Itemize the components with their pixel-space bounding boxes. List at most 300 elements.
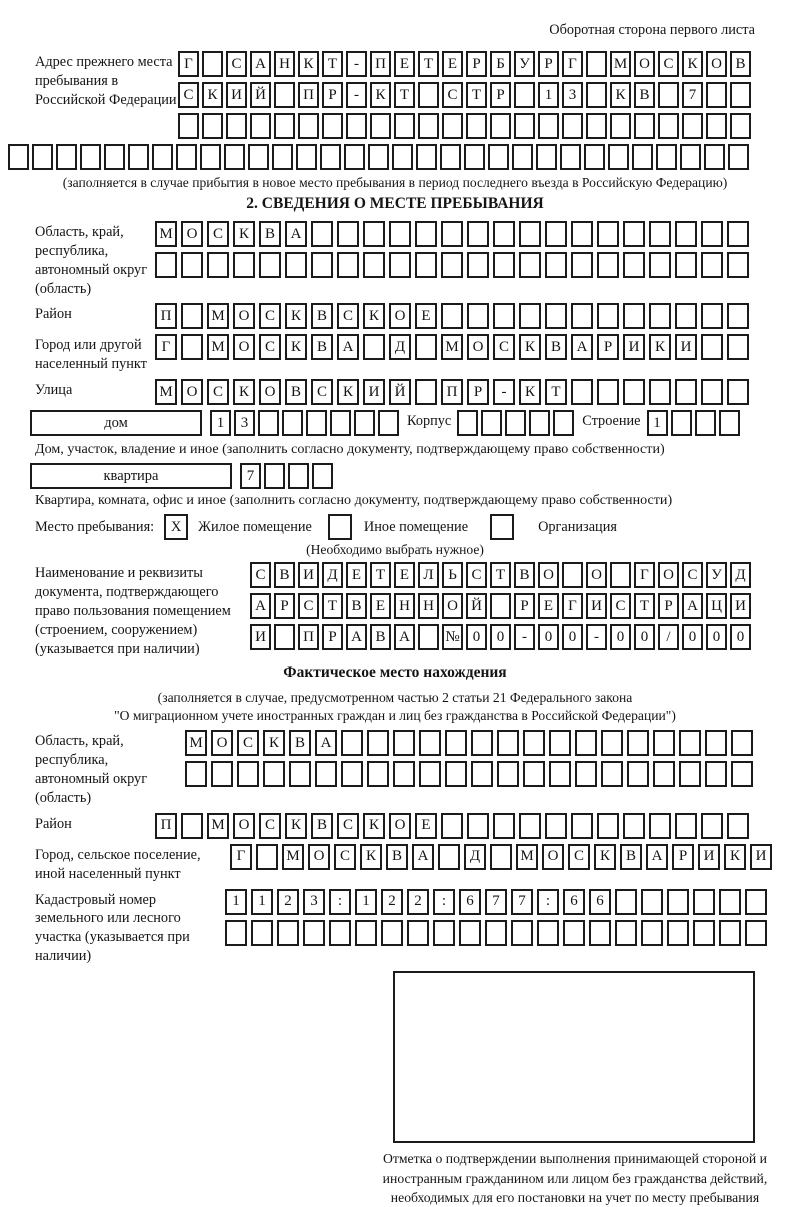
char-cell[interactable]: С xyxy=(337,813,359,839)
char-cell[interactable]: В xyxy=(289,730,311,756)
char-cell[interactable]: Д xyxy=(389,334,411,360)
char-cell[interactable] xyxy=(623,813,645,839)
char-cell[interactable]: 3 xyxy=(562,82,583,108)
char-cell[interactable] xyxy=(653,730,675,756)
char-cell[interactable] xyxy=(675,221,697,247)
char-cell[interactable] xyxy=(471,730,493,756)
char-cell[interactable]: М xyxy=(185,730,207,756)
char-cell[interactable] xyxy=(679,730,701,756)
char-cell[interactable]: О xyxy=(634,51,655,77)
char-cell[interactable]: А xyxy=(250,593,271,619)
char-cell[interactable]: Р xyxy=(538,51,559,77)
char-cell[interactable] xyxy=(250,113,271,139)
char-cell[interactable] xyxy=(457,410,478,436)
char-cell[interactable] xyxy=(597,221,619,247)
char-cell[interactable] xyxy=(367,730,389,756)
char-cell[interactable]: 0 xyxy=(466,624,487,650)
char-cell[interactable]: У xyxy=(706,562,727,588)
char-cell[interactable]: - xyxy=(493,379,515,405)
char-cell[interactable]: Н xyxy=(418,593,439,619)
char-cell[interactable]: О xyxy=(586,562,607,588)
char-cell[interactable] xyxy=(634,113,655,139)
char-cell[interactable] xyxy=(394,113,415,139)
char-cell[interactable] xyxy=(251,920,273,946)
char-cell[interactable]: Й xyxy=(250,82,271,108)
char-cell[interactable]: К xyxy=(649,334,671,360)
char-cell[interactable] xyxy=(727,252,749,278)
char-cell[interactable]: Т xyxy=(545,379,567,405)
char-cell[interactable] xyxy=(727,221,749,247)
char-cell[interactable]: : xyxy=(329,889,351,915)
char-cell[interactable] xyxy=(263,761,285,787)
char-cell[interactable] xyxy=(623,221,645,247)
char-cell[interactable] xyxy=(445,761,467,787)
char-cell[interactable] xyxy=(575,730,597,756)
char-cell[interactable]: И xyxy=(623,334,645,360)
char-cell[interactable]: О xyxy=(389,813,411,839)
char-cell[interactable] xyxy=(258,410,279,436)
char-cell[interactable] xyxy=(675,813,697,839)
char-cell[interactable]: И xyxy=(363,379,385,405)
char-cell[interactable] xyxy=(389,221,411,247)
char-cell[interactable] xyxy=(597,379,619,405)
char-cell[interactable] xyxy=(560,144,581,170)
char-cell[interactable] xyxy=(181,303,203,329)
char-cell[interactable] xyxy=(415,334,437,360)
char-cell[interactable] xyxy=(415,252,437,278)
char-cell[interactable] xyxy=(296,144,317,170)
char-cell[interactable] xyxy=(433,920,455,946)
char-cell[interactable]: Р xyxy=(274,593,295,619)
char-cell[interactable]: В xyxy=(730,51,751,77)
char-cell[interactable] xyxy=(615,920,637,946)
char-cell[interactable]: 0 xyxy=(490,624,511,650)
char-cell[interactable] xyxy=(523,730,545,756)
char-cell[interactable] xyxy=(597,303,619,329)
char-cell[interactable] xyxy=(440,144,461,170)
char-cell[interactable] xyxy=(731,761,753,787)
char-cell[interactable] xyxy=(207,252,229,278)
char-cell[interactable] xyxy=(442,113,463,139)
char-cell[interactable] xyxy=(418,82,439,108)
char-cell[interactable]: Т xyxy=(394,82,415,108)
char-cell[interactable] xyxy=(224,144,245,170)
char-cell[interactable] xyxy=(490,593,511,619)
char-cell[interactable]: Д xyxy=(322,562,343,588)
char-cell[interactable]: И xyxy=(698,844,720,870)
char-cell[interactable]: К xyxy=(263,730,285,756)
char-cell[interactable] xyxy=(719,889,741,915)
char-cell[interactable]: О xyxy=(706,51,727,77)
char-cell[interactable] xyxy=(392,144,413,170)
char-cell[interactable] xyxy=(337,252,359,278)
char-cell[interactable]: 7 xyxy=(240,463,261,489)
char-cell[interactable] xyxy=(545,813,567,839)
char-cell[interactable]: - xyxy=(514,624,535,650)
char-cell[interactable] xyxy=(233,252,255,278)
char-cell[interactable] xyxy=(671,410,692,436)
char-cell[interactable]: С xyxy=(207,379,229,405)
char-cell[interactable] xyxy=(601,761,623,787)
char-cell[interactable] xyxy=(285,252,307,278)
char-cell[interactable]: К xyxy=(233,379,255,405)
char-cell[interactable] xyxy=(363,221,385,247)
char-cell[interactable]: И xyxy=(226,82,247,108)
char-cell[interactable] xyxy=(586,82,607,108)
char-cell[interactable] xyxy=(419,761,441,787)
char-cell[interactable]: О xyxy=(259,379,281,405)
char-cell[interactable] xyxy=(571,813,593,839)
char-cell[interactable]: А xyxy=(412,844,434,870)
char-cell[interactable]: У xyxy=(514,51,535,77)
char-cell[interactable] xyxy=(728,144,749,170)
char-cell[interactable]: 1 xyxy=(538,82,559,108)
char-cell[interactable]: 2 xyxy=(277,889,299,915)
char-cell[interactable]: А xyxy=(646,844,668,870)
char-cell[interactable]: В xyxy=(620,844,642,870)
char-cell[interactable] xyxy=(727,334,749,360)
char-cell[interactable]: О xyxy=(542,844,564,870)
char-cell[interactable] xyxy=(467,813,489,839)
char-cell[interactable]: Т xyxy=(466,82,487,108)
char-cell[interactable] xyxy=(727,379,749,405)
char-cell[interactable] xyxy=(589,920,611,946)
char-cell[interactable]: : xyxy=(537,889,559,915)
char-cell[interactable] xyxy=(329,920,351,946)
char-cell[interactable] xyxy=(312,463,333,489)
char-cell[interactable]: Р xyxy=(514,593,535,619)
char-cell[interactable]: - xyxy=(346,82,367,108)
char-cell[interactable] xyxy=(274,624,295,650)
kvartira-box[interactable]: квартира xyxy=(30,463,232,489)
char-cell[interactable] xyxy=(277,920,299,946)
char-cell[interactable] xyxy=(512,144,533,170)
char-cell[interactable] xyxy=(705,761,727,787)
char-cell[interactable]: В xyxy=(311,334,333,360)
char-cell[interactable] xyxy=(226,113,247,139)
char-cell[interactable] xyxy=(202,113,223,139)
char-cell[interactable]: С xyxy=(466,562,487,588)
char-cell[interactable] xyxy=(693,920,715,946)
char-cell[interactable]: - xyxy=(346,51,367,77)
char-cell[interactable] xyxy=(274,82,295,108)
char-cell[interactable]: К xyxy=(360,844,382,870)
char-cell[interactable]: С xyxy=(658,51,679,77)
char-cell[interactable]: В xyxy=(386,844,408,870)
char-cell[interactable] xyxy=(658,113,679,139)
char-cell[interactable]: П xyxy=(298,82,319,108)
char-cell[interactable]: Н xyxy=(274,51,295,77)
char-cell[interactable]: К xyxy=(610,82,631,108)
char-cell[interactable] xyxy=(745,889,767,915)
char-cell[interactable]: И xyxy=(675,334,697,360)
char-cell[interactable] xyxy=(418,113,439,139)
char-cell[interactable] xyxy=(701,379,723,405)
char-cell[interactable]: Е xyxy=(394,562,415,588)
char-cell[interactable]: В xyxy=(346,593,367,619)
char-cell[interactable] xyxy=(441,252,463,278)
char-cell[interactable] xyxy=(181,334,203,360)
char-cell[interactable]: Е xyxy=(415,813,437,839)
char-cell[interactable] xyxy=(104,144,125,170)
char-cell[interactable]: О xyxy=(538,562,559,588)
char-cell[interactable]: К xyxy=(202,82,223,108)
char-cell[interactable]: 3 xyxy=(234,410,255,436)
char-cell[interactable]: 6 xyxy=(459,889,481,915)
char-cell[interactable] xyxy=(727,303,749,329)
char-cell[interactable]: С xyxy=(337,303,359,329)
char-cell[interactable]: С xyxy=(493,334,515,360)
char-cell[interactable] xyxy=(303,920,325,946)
char-cell[interactable] xyxy=(529,410,550,436)
char-cell[interactable] xyxy=(514,113,535,139)
char-cell[interactable]: 0 xyxy=(562,624,583,650)
char-cell[interactable] xyxy=(608,144,629,170)
char-cell[interactable] xyxy=(610,113,631,139)
char-cell[interactable] xyxy=(181,252,203,278)
char-cell[interactable] xyxy=(597,813,619,839)
char-cell[interactable] xyxy=(514,82,535,108)
char-cell[interactable] xyxy=(490,844,512,870)
char-cell[interactable]: С xyxy=(442,82,463,108)
char-cell[interactable] xyxy=(536,144,557,170)
char-cell[interactable]: В xyxy=(259,221,281,247)
char-cell[interactable]: С xyxy=(259,303,281,329)
char-cell[interactable]: К xyxy=(594,844,616,870)
char-cell[interactable]: А xyxy=(571,334,593,360)
char-cell[interactable] xyxy=(695,410,716,436)
char-cell[interactable] xyxy=(680,144,701,170)
char-cell[interactable] xyxy=(701,252,723,278)
char-cell[interactable] xyxy=(185,761,207,787)
char-cell[interactable]: К xyxy=(233,221,255,247)
char-cell[interactable]: О xyxy=(181,379,203,405)
char-cell[interactable] xyxy=(519,813,541,839)
char-cell[interactable]: В xyxy=(285,379,307,405)
char-cell[interactable] xyxy=(341,761,363,787)
char-cell[interactable] xyxy=(745,920,767,946)
char-cell[interactable] xyxy=(658,82,679,108)
checkbox-zhiloe-pomeshchenie[interactable]: X xyxy=(164,514,188,540)
char-cell[interactable]: К xyxy=(298,51,319,77)
char-cell[interactable]: К xyxy=(724,844,746,870)
char-cell[interactable] xyxy=(656,144,677,170)
char-cell[interactable] xyxy=(679,761,701,787)
char-cell[interactable]: А xyxy=(682,593,703,619)
char-cell[interactable] xyxy=(719,410,740,436)
char-cell[interactable] xyxy=(701,303,723,329)
char-cell[interactable] xyxy=(176,144,197,170)
char-cell[interactable] xyxy=(537,920,559,946)
char-cell[interactable] xyxy=(493,303,515,329)
char-cell[interactable] xyxy=(370,113,391,139)
char-cell[interactable]: С xyxy=(207,221,229,247)
char-cell[interactable]: С xyxy=(259,813,281,839)
char-cell[interactable] xyxy=(523,761,545,787)
char-cell[interactable] xyxy=(627,761,649,787)
char-cell[interactable]: Р xyxy=(322,624,343,650)
char-cell[interactable] xyxy=(237,761,259,787)
char-cell[interactable]: Л xyxy=(418,562,439,588)
char-cell[interactable] xyxy=(719,920,741,946)
char-cell[interactable] xyxy=(562,562,583,588)
char-cell[interactable]: Р xyxy=(658,593,679,619)
char-cell[interactable]: 0 xyxy=(538,624,559,650)
char-cell[interactable]: М xyxy=(282,844,304,870)
char-cell[interactable] xyxy=(441,813,463,839)
char-cell[interactable]: 0 xyxy=(730,624,751,650)
char-cell[interactable]: Т xyxy=(322,593,343,619)
char-cell[interactable]: О xyxy=(233,334,255,360)
char-cell[interactable] xyxy=(368,144,389,170)
dom-box[interactable]: дом xyxy=(30,410,202,436)
char-cell[interactable]: А xyxy=(285,221,307,247)
char-cell[interactable]: В xyxy=(370,624,391,650)
char-cell[interactable] xyxy=(311,252,333,278)
char-cell[interactable]: 0 xyxy=(610,624,631,650)
char-cell[interactable]: О xyxy=(658,562,679,588)
char-cell[interactable]: 3 xyxy=(303,889,325,915)
char-cell[interactable]: 0 xyxy=(706,624,727,650)
char-cell[interactable] xyxy=(615,889,637,915)
char-cell[interactable] xyxy=(511,920,533,946)
char-cell[interactable] xyxy=(675,379,697,405)
char-cell[interactable] xyxy=(211,761,233,787)
char-cell[interactable]: 1 xyxy=(251,889,273,915)
char-cell[interactable] xyxy=(563,920,585,946)
char-cell[interactable] xyxy=(419,730,441,756)
char-cell[interactable] xyxy=(649,813,671,839)
char-cell[interactable] xyxy=(337,221,359,247)
char-cell[interactable] xyxy=(259,252,281,278)
char-cell[interactable]: Р xyxy=(672,844,694,870)
char-cell[interactable]: Т xyxy=(490,562,511,588)
char-cell[interactable] xyxy=(641,920,663,946)
char-cell[interactable]: 6 xyxy=(563,889,585,915)
char-cell[interactable] xyxy=(152,144,173,170)
char-cell[interactable] xyxy=(493,221,515,247)
char-cell[interactable] xyxy=(344,144,365,170)
char-cell[interactable] xyxy=(632,144,653,170)
char-cell[interactable] xyxy=(519,221,541,247)
char-cell[interactable]: П xyxy=(441,379,463,405)
char-cell[interactable]: Р xyxy=(490,82,511,108)
char-cell[interactable] xyxy=(306,410,327,436)
char-cell[interactable]: И xyxy=(298,562,319,588)
char-cell[interactable]: М xyxy=(610,51,631,77)
char-cell[interactable] xyxy=(282,410,303,436)
char-cell[interactable]: С xyxy=(311,379,333,405)
char-cell[interactable]: В xyxy=(311,813,333,839)
char-cell[interactable]: Р xyxy=(467,379,489,405)
char-cell[interactable] xyxy=(571,303,593,329)
char-cell[interactable] xyxy=(389,252,411,278)
char-cell[interactable]: В xyxy=(545,334,567,360)
char-cell[interactable]: К xyxy=(363,303,385,329)
char-cell[interactable]: А xyxy=(250,51,271,77)
char-cell[interactable]: - xyxy=(586,624,607,650)
char-cell[interactable] xyxy=(701,221,723,247)
char-cell[interactable] xyxy=(355,920,377,946)
char-cell[interactable] xyxy=(549,730,571,756)
char-cell[interactable]: 1 xyxy=(355,889,377,915)
char-cell[interactable] xyxy=(311,221,333,247)
char-cell[interactable]: Е xyxy=(415,303,437,329)
char-cell[interactable]: О xyxy=(467,334,489,360)
char-cell[interactable]: П xyxy=(155,813,177,839)
char-cell[interactable]: О xyxy=(389,303,411,329)
char-cell[interactable] xyxy=(675,303,697,329)
char-cell[interactable] xyxy=(32,144,53,170)
char-cell[interactable]: С xyxy=(259,334,281,360)
char-cell[interactable] xyxy=(705,730,727,756)
char-cell[interactable] xyxy=(418,624,439,650)
char-cell[interactable]: 2 xyxy=(381,889,403,915)
char-cell[interactable] xyxy=(641,889,663,915)
char-cell[interactable] xyxy=(155,252,177,278)
char-cell[interactable] xyxy=(288,463,309,489)
char-cell[interactable] xyxy=(272,144,293,170)
char-cell[interactable]: Ц xyxy=(706,593,727,619)
char-cell[interactable] xyxy=(731,730,753,756)
char-cell[interactable] xyxy=(675,252,697,278)
char-cell[interactable] xyxy=(378,410,399,436)
char-cell[interactable]: Р xyxy=(322,82,343,108)
char-cell[interactable] xyxy=(8,144,29,170)
char-cell[interactable]: / xyxy=(658,624,679,650)
char-cell[interactable] xyxy=(274,113,295,139)
char-cell[interactable] xyxy=(571,252,593,278)
char-cell[interactable]: О xyxy=(181,221,203,247)
char-cell[interactable] xyxy=(649,379,671,405)
char-cell[interactable] xyxy=(538,113,559,139)
char-cell[interactable]: С xyxy=(237,730,259,756)
char-cell[interactable] xyxy=(649,252,671,278)
char-cell[interactable] xyxy=(264,463,285,489)
char-cell[interactable] xyxy=(415,379,437,405)
char-cell[interactable] xyxy=(571,221,593,247)
char-cell[interactable]: К xyxy=(682,51,703,77)
char-cell[interactable]: Р xyxy=(466,51,487,77)
char-cell[interactable]: О xyxy=(442,593,463,619)
char-cell[interactable]: О xyxy=(308,844,330,870)
char-cell[interactable]: Г xyxy=(562,51,583,77)
char-cell[interactable]: С xyxy=(250,562,271,588)
char-cell[interactable] xyxy=(706,113,727,139)
char-cell[interactable] xyxy=(667,889,689,915)
char-cell[interactable]: И xyxy=(750,844,772,870)
char-cell[interactable]: С xyxy=(298,593,319,619)
char-cell[interactable] xyxy=(459,920,481,946)
char-cell[interactable] xyxy=(488,144,509,170)
char-cell[interactable] xyxy=(256,844,278,870)
char-cell[interactable] xyxy=(381,920,403,946)
char-cell[interactable] xyxy=(545,252,567,278)
char-cell[interactable] xyxy=(701,813,723,839)
char-cell[interactable] xyxy=(549,761,571,787)
checkbox-inoe-pomeshchenie[interactable] xyxy=(328,514,352,540)
char-cell[interactable]: Е xyxy=(370,593,391,619)
char-cell[interactable] xyxy=(562,113,583,139)
char-cell[interactable] xyxy=(545,303,567,329)
char-cell[interactable]: Й xyxy=(389,379,411,405)
char-cell[interactable]: С xyxy=(334,844,356,870)
char-cell[interactable] xyxy=(393,730,415,756)
char-cell[interactable]: Т xyxy=(370,562,391,588)
char-cell[interactable]: К xyxy=(363,813,385,839)
char-cell[interactable]: : xyxy=(433,889,455,915)
char-cell[interactable]: В xyxy=(634,82,655,108)
